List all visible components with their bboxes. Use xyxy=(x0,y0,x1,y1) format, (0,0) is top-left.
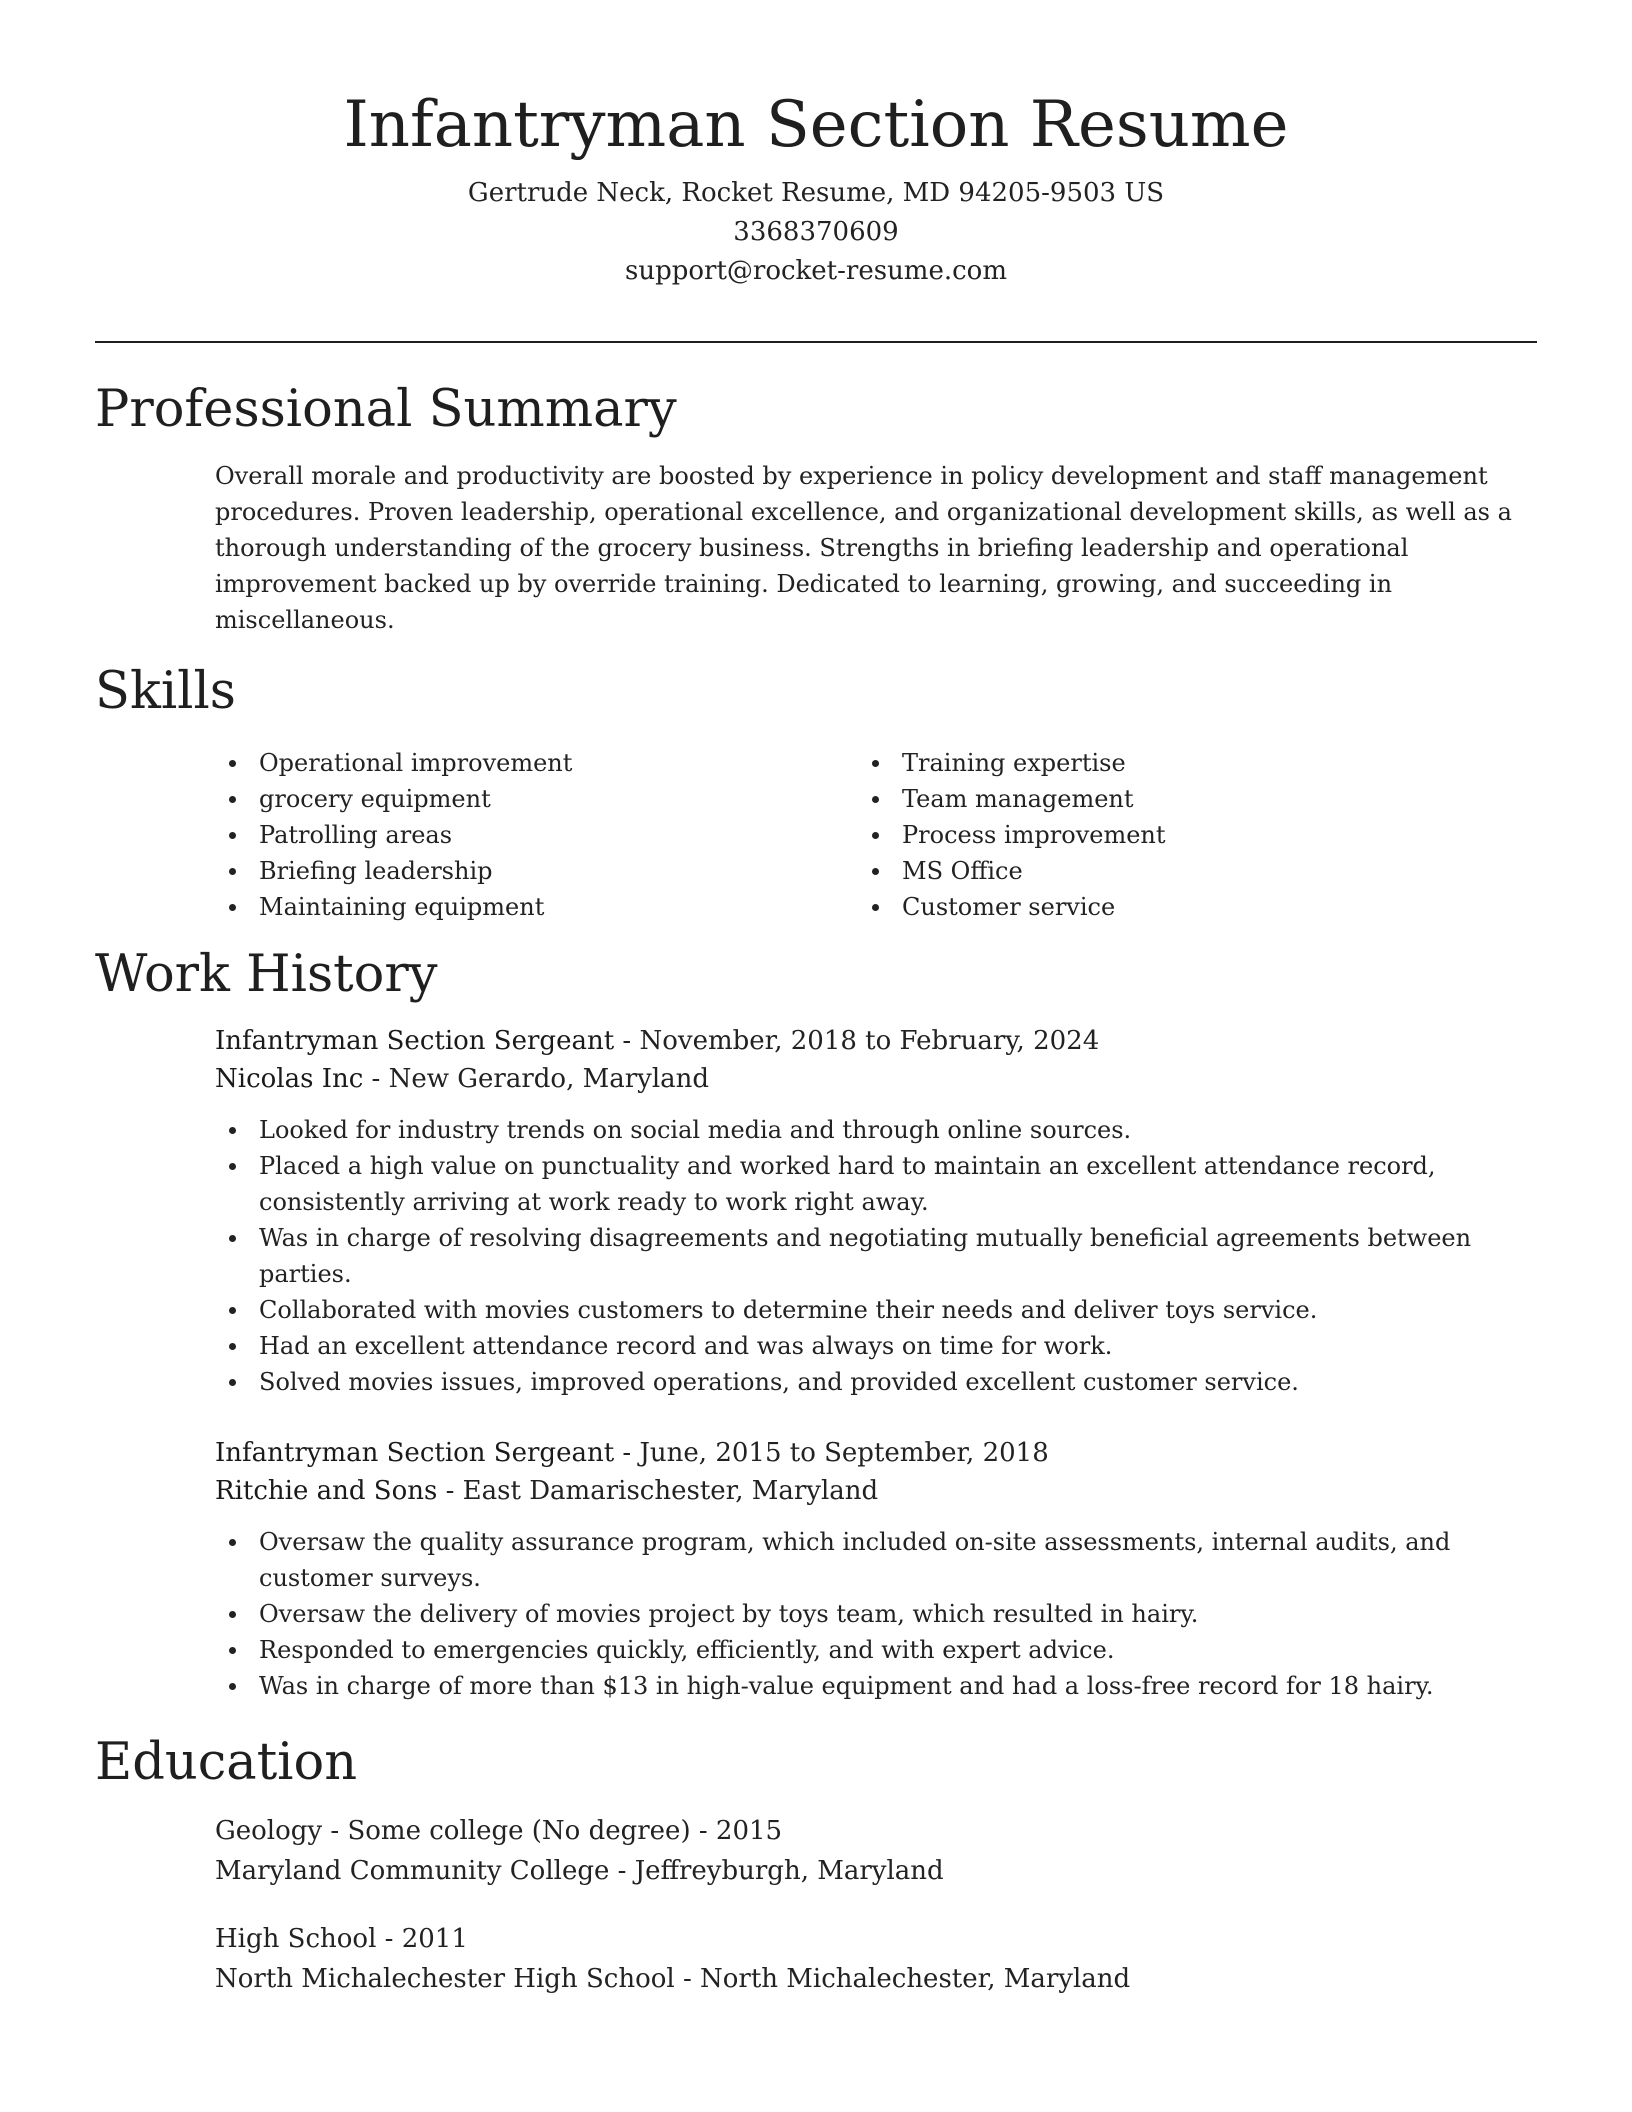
education-year: 2011 xyxy=(401,1924,468,1954)
skills-list-left xyxy=(215,745,835,925)
education-school: Maryland Community College xyxy=(215,1856,610,1886)
skills-column-left xyxy=(215,745,835,925)
education-degree: Some college (No degree) xyxy=(347,1816,691,1846)
job-company: Nicolas Inc xyxy=(215,1064,364,1094)
job-duty: Oversaw the quality assurance program, which included on-site assessments, internal audits, and customer surveys. xyxy=(215,1524,1535,1596)
job-duty: Oversaw the delivery of movies project by toys team, which resulted in hairy. xyxy=(215,1596,1535,1632)
job-location: New Gerardo, Maryland xyxy=(388,1064,710,1094)
education-school-line: Maryland Community College - Jeffreyburgh, Maryland xyxy=(215,1856,944,1886)
section-title-summary: Professional Summary xyxy=(95,380,677,439)
education-entry xyxy=(215,1919,1535,1999)
resume-title: Infantryman Section Resume xyxy=(343,88,1289,162)
contact-address: Gertrude Neck, Rocket Resume, MD 94205-9503 US xyxy=(467,178,1165,208)
job-title-line: Infantryman Section Sergeant - June, 2015 to September, 2018 xyxy=(215,1438,1049,1468)
job-duty: Placed a high value on punctuality and worked hard to maintain an excellent attendance record, consistently arriving at work ready to work right away. xyxy=(215,1148,1535,1220)
job-duty: Was in charge of resolving disagreements and negotiating mutually beneficial agreements between parties. xyxy=(215,1220,1535,1292)
education-year: 2015 xyxy=(715,1816,783,1846)
resume-header xyxy=(95,80,1537,291)
skill-item: Team management xyxy=(858,781,1478,817)
education-entry xyxy=(215,1811,1535,1891)
skill-item: grocery equipment xyxy=(215,781,835,817)
skill-item: MS Office xyxy=(858,853,1478,889)
job-duty: Solved movies issues, improved operations, and provided excellent customer service. xyxy=(215,1364,1535,1400)
job-company-line: Nicolas Inc - New Gerardo, Maryland xyxy=(215,1064,710,1094)
education-location: Jeffreyburgh, Maryland xyxy=(634,1856,944,1886)
skill-item: Operational improvement xyxy=(215,745,835,781)
skills-list-right xyxy=(858,745,1478,925)
job-dates: November, 2018 to February, 2024 xyxy=(639,1026,1100,1056)
section-title-work-history: Work History xyxy=(95,945,438,1004)
job-company: Ritchie and Sons xyxy=(215,1476,438,1506)
education-school: North Michalechester High School xyxy=(215,1964,675,1994)
contact-email[interactable]: support@rocket-resume.com xyxy=(624,256,1007,286)
education-field: High School xyxy=(215,1924,377,1954)
skill-item: Maintaining equipment xyxy=(215,889,835,925)
section-title-skills: Skills xyxy=(95,662,236,721)
job-role: Infantryman Section Sergeant xyxy=(215,1026,615,1056)
job-duty: Responded to emergencies quickly, efficiently, and with expert advice. xyxy=(215,1632,1535,1668)
contact-phone: 3368370609 xyxy=(733,217,899,247)
education-degree-line: Geology - Some college (No degree) - 2015 xyxy=(215,1816,783,1846)
job-duty: Was in charge of more than $13 in high-value equipment and had a loss-free record for 18 hairy. xyxy=(215,1668,1535,1704)
job-location: East Damarischester, Maryland xyxy=(462,1476,879,1506)
job-role: Infantryman Section Sergeant xyxy=(215,1438,615,1468)
education-degree-line: High School - 2011 xyxy=(215,1924,468,1954)
job-entry xyxy=(215,1434,1535,1704)
job-duties-list xyxy=(215,1524,1535,1704)
job-dates: June, 2015 to September, 2018 xyxy=(639,1438,1049,1468)
job-duty: Collaborated with movies customers to determine their needs and deliver toys service. xyxy=(215,1292,1535,1328)
section-title-education: Education xyxy=(95,1733,358,1792)
education-school-line: North Michalechester High School - North Michalechester, Maryland xyxy=(215,1964,1131,1994)
job-duties-list xyxy=(215,1112,1535,1400)
skill-item: Briefing leadership xyxy=(215,853,835,889)
education-location: North Michalechester, Maryland xyxy=(700,1964,1131,1994)
summary-text: Overall morale and productivity are boosted by experience in policy development and staff management procedures. Proven leadership, operational excellence, and organizational development skills, as well as a thorough understanding of the grocery business. Strengths in briefing leadership and operational improvement backed up by override training. Dedicated to learning, growing, and succeeding in miscellaneous. xyxy=(215,462,1512,634)
skill-item: Customer service xyxy=(858,889,1478,925)
job-duty: Looked for industry trends on social media and through online sources. xyxy=(215,1112,1535,1148)
job-duty: Had an excellent attendance record and was always on time for work. xyxy=(215,1328,1535,1364)
skill-item: Patrolling areas xyxy=(215,817,835,853)
skills-column-right xyxy=(858,745,1478,925)
job-title-line: Infantryman Section Sergeant - November, 2018 to February, 2024 xyxy=(215,1026,1100,1056)
header-divider xyxy=(95,341,1537,343)
education-field: Geology xyxy=(215,1816,323,1846)
job-entry xyxy=(215,1022,1535,1400)
skill-item: Process improvement xyxy=(858,817,1478,853)
job-company-line: Ritchie and Sons - East Damarischester, Maryland xyxy=(215,1476,879,1506)
contact-info xyxy=(95,174,1537,291)
skill-item: Training expertise xyxy=(858,745,1478,781)
